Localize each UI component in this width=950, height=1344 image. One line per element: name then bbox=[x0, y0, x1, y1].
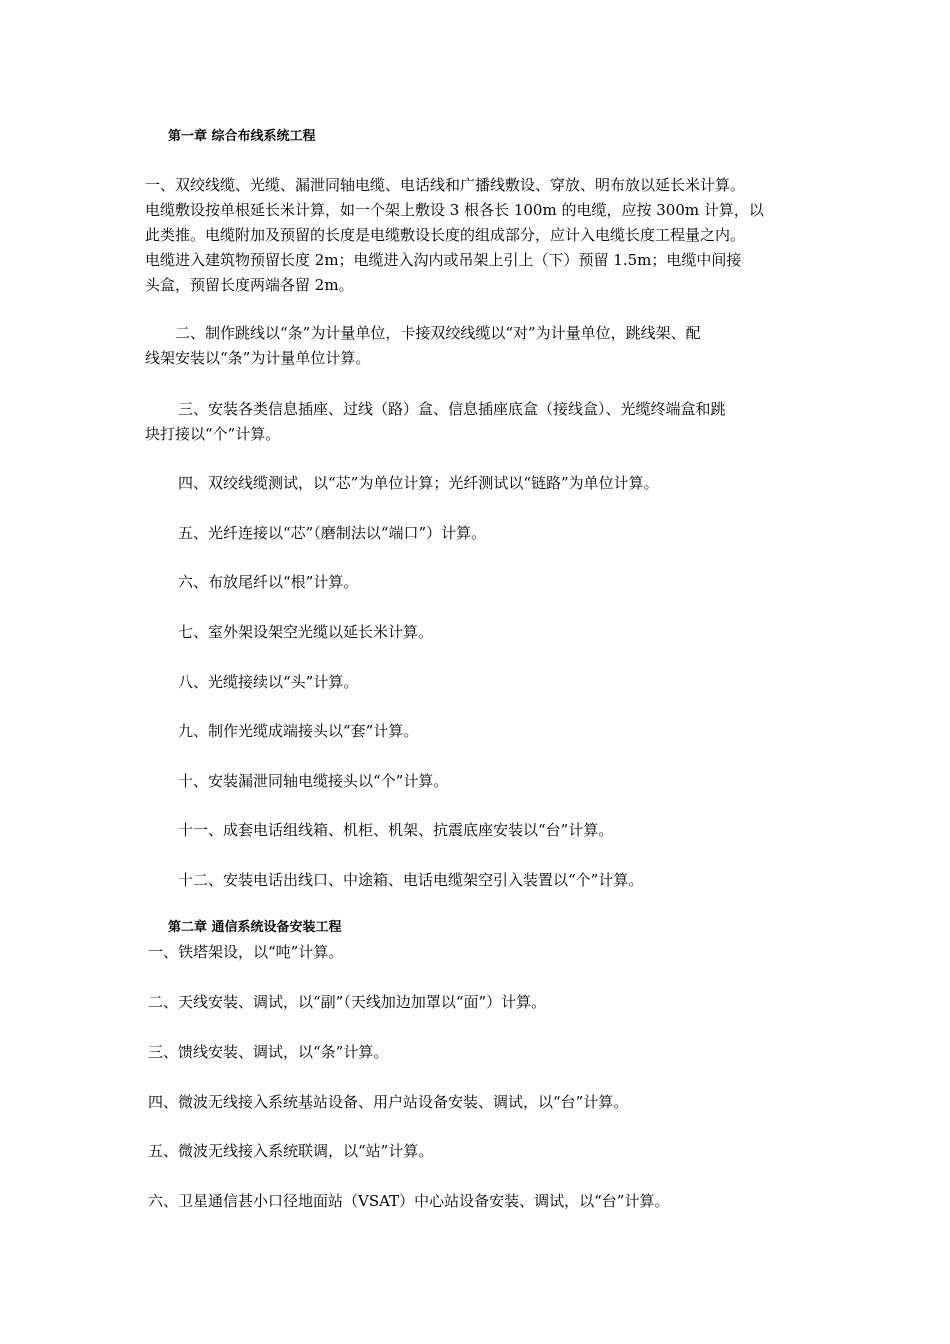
c1-p1-line-3: 此类推。电缆附加及预留的长度是电缆敷设长度的组成部分，应计入电缆长度工程量之内。 bbox=[145, 226, 746, 244]
chapter-1-title: 第一章 综合布线系统工程 bbox=[168, 129, 316, 144]
c2-paragraph-3 bbox=[148, 1040, 388, 1065]
c2-p1-line-1: 一、铁塔架设，以“吨”计算。 bbox=[148, 943, 344, 961]
c1-p1-line-2: 电缆敷设按单根延长米计算，如一个架上敷设 3 根各长 100m 的电缆，应按 300m 计算，以 bbox=[145, 201, 764, 219]
c1-paragraph-9 bbox=[178, 719, 418, 744]
c2-paragraph-6 bbox=[148, 1189, 669, 1214]
c1-p2-line-2: 线架安装以“条”为计量单位计算。 bbox=[145, 349, 371, 367]
c2-p3-line-1: 三、馈线安装、调试，以“条”计算。 bbox=[148, 1043, 389, 1061]
c1-p3-line-1: 三、安装各类信息插座、过线（路）盒、信息插座底盒（接线盒）、光缆终端盒和跳 bbox=[178, 400, 726, 418]
c2-p6-line-1: 六、卫星通信甚小口径地面站（VSAT）中心站设备安装、调试，以“台”计算。 bbox=[148, 1192, 670, 1210]
c1-paragraph-6 bbox=[178, 570, 358, 595]
c2-p5-line-1: 五、微波无线接入系统联调，以“站”计算。 bbox=[148, 1142, 434, 1160]
c1-p12-line-1: 十二、安装电话出线口、中途箱、电话电缆架空引入装置以“个”计算。 bbox=[178, 871, 644, 889]
c2-paragraph-5 bbox=[148, 1139, 433, 1164]
c1-p6-line-1: 六、布放尾纤以“根”计算。 bbox=[178, 573, 359, 591]
c2-p2-line-1: 二、天线安装、调试，以“副”（天线加边加罩以“面”）计算。 bbox=[148, 993, 547, 1011]
c2-paragraph-2 bbox=[148, 990, 546, 1015]
c1-p11-line-1: 十一、成套电话组线箱、机柜、机架、抗震底座安装以“台”计算。 bbox=[178, 821, 614, 839]
c1-p1-line-5: 头盒，预留长度两端各留 2m。 bbox=[145, 276, 354, 294]
c1-p7-line-1: 七、室外架设架空光缆以延长米计算。 bbox=[178, 623, 434, 641]
c2-p4-line-1: 四、微波无线接入系统基站设备、用户站设备安装、调试，以“台”计算。 bbox=[148, 1093, 629, 1111]
c1-paragraph-8 bbox=[178, 670, 358, 695]
c1-p1-line-4: 电缆进入建筑物预留长度 2m；电缆进入沟内或吊架上引上（下）预留 1.5m；电缆中间接 bbox=[145, 251, 742, 269]
c1-p5-line-1: 五、光纤连接以“芯”（磨制法以“端口”）计算。 bbox=[178, 524, 487, 542]
c1-paragraph-10 bbox=[178, 769, 448, 794]
c1-p8-line-1: 八、光缆接续以“头”计算。 bbox=[178, 673, 359, 691]
c2-paragraph-1 bbox=[148, 940, 343, 965]
c1-paragraph-3 bbox=[145, 397, 726, 447]
c1-p2-line-1: 二、制作跳线以“条”为计量单位，卡接双绞线缆以“对”为计量单位，跳线架、配 bbox=[175, 324, 701, 342]
c1-p9-line-1: 九、制作光缆成端接头以“套”计算。 bbox=[178, 722, 419, 740]
c1-p3-line-2: 块打接以“个”计算。 bbox=[145, 425, 281, 443]
c1-p10-line-1: 十、安装漏泄同轴电缆接头以“个”计算。 bbox=[178, 772, 449, 790]
chapter-2-title: 第二章 通信系统设备安装工程 bbox=[168, 920, 342, 935]
c1-paragraph-11 bbox=[178, 818, 613, 843]
c1-p1-line-1: 一、双绞线缆、光缆、漏泄同轴电缆、电话线和广播线敷设、穿放、明布放以延长米计算。 bbox=[145, 176, 746, 194]
c2-paragraph-4 bbox=[148, 1090, 628, 1115]
c1-p4-line-1: 四、双绞线缆测试，以“芯”为单位计算；光纤测试以“链路”为单位计算。 bbox=[178, 474, 659, 492]
c1-paragraph-1 bbox=[145, 173, 764, 298]
c1-paragraph-4 bbox=[178, 471, 659, 496]
c1-paragraph-7 bbox=[178, 620, 433, 645]
c1-paragraph-12 bbox=[178, 868, 643, 893]
c1-paragraph-5 bbox=[178, 521, 486, 546]
c1-paragraph-2 bbox=[145, 321, 701, 371]
